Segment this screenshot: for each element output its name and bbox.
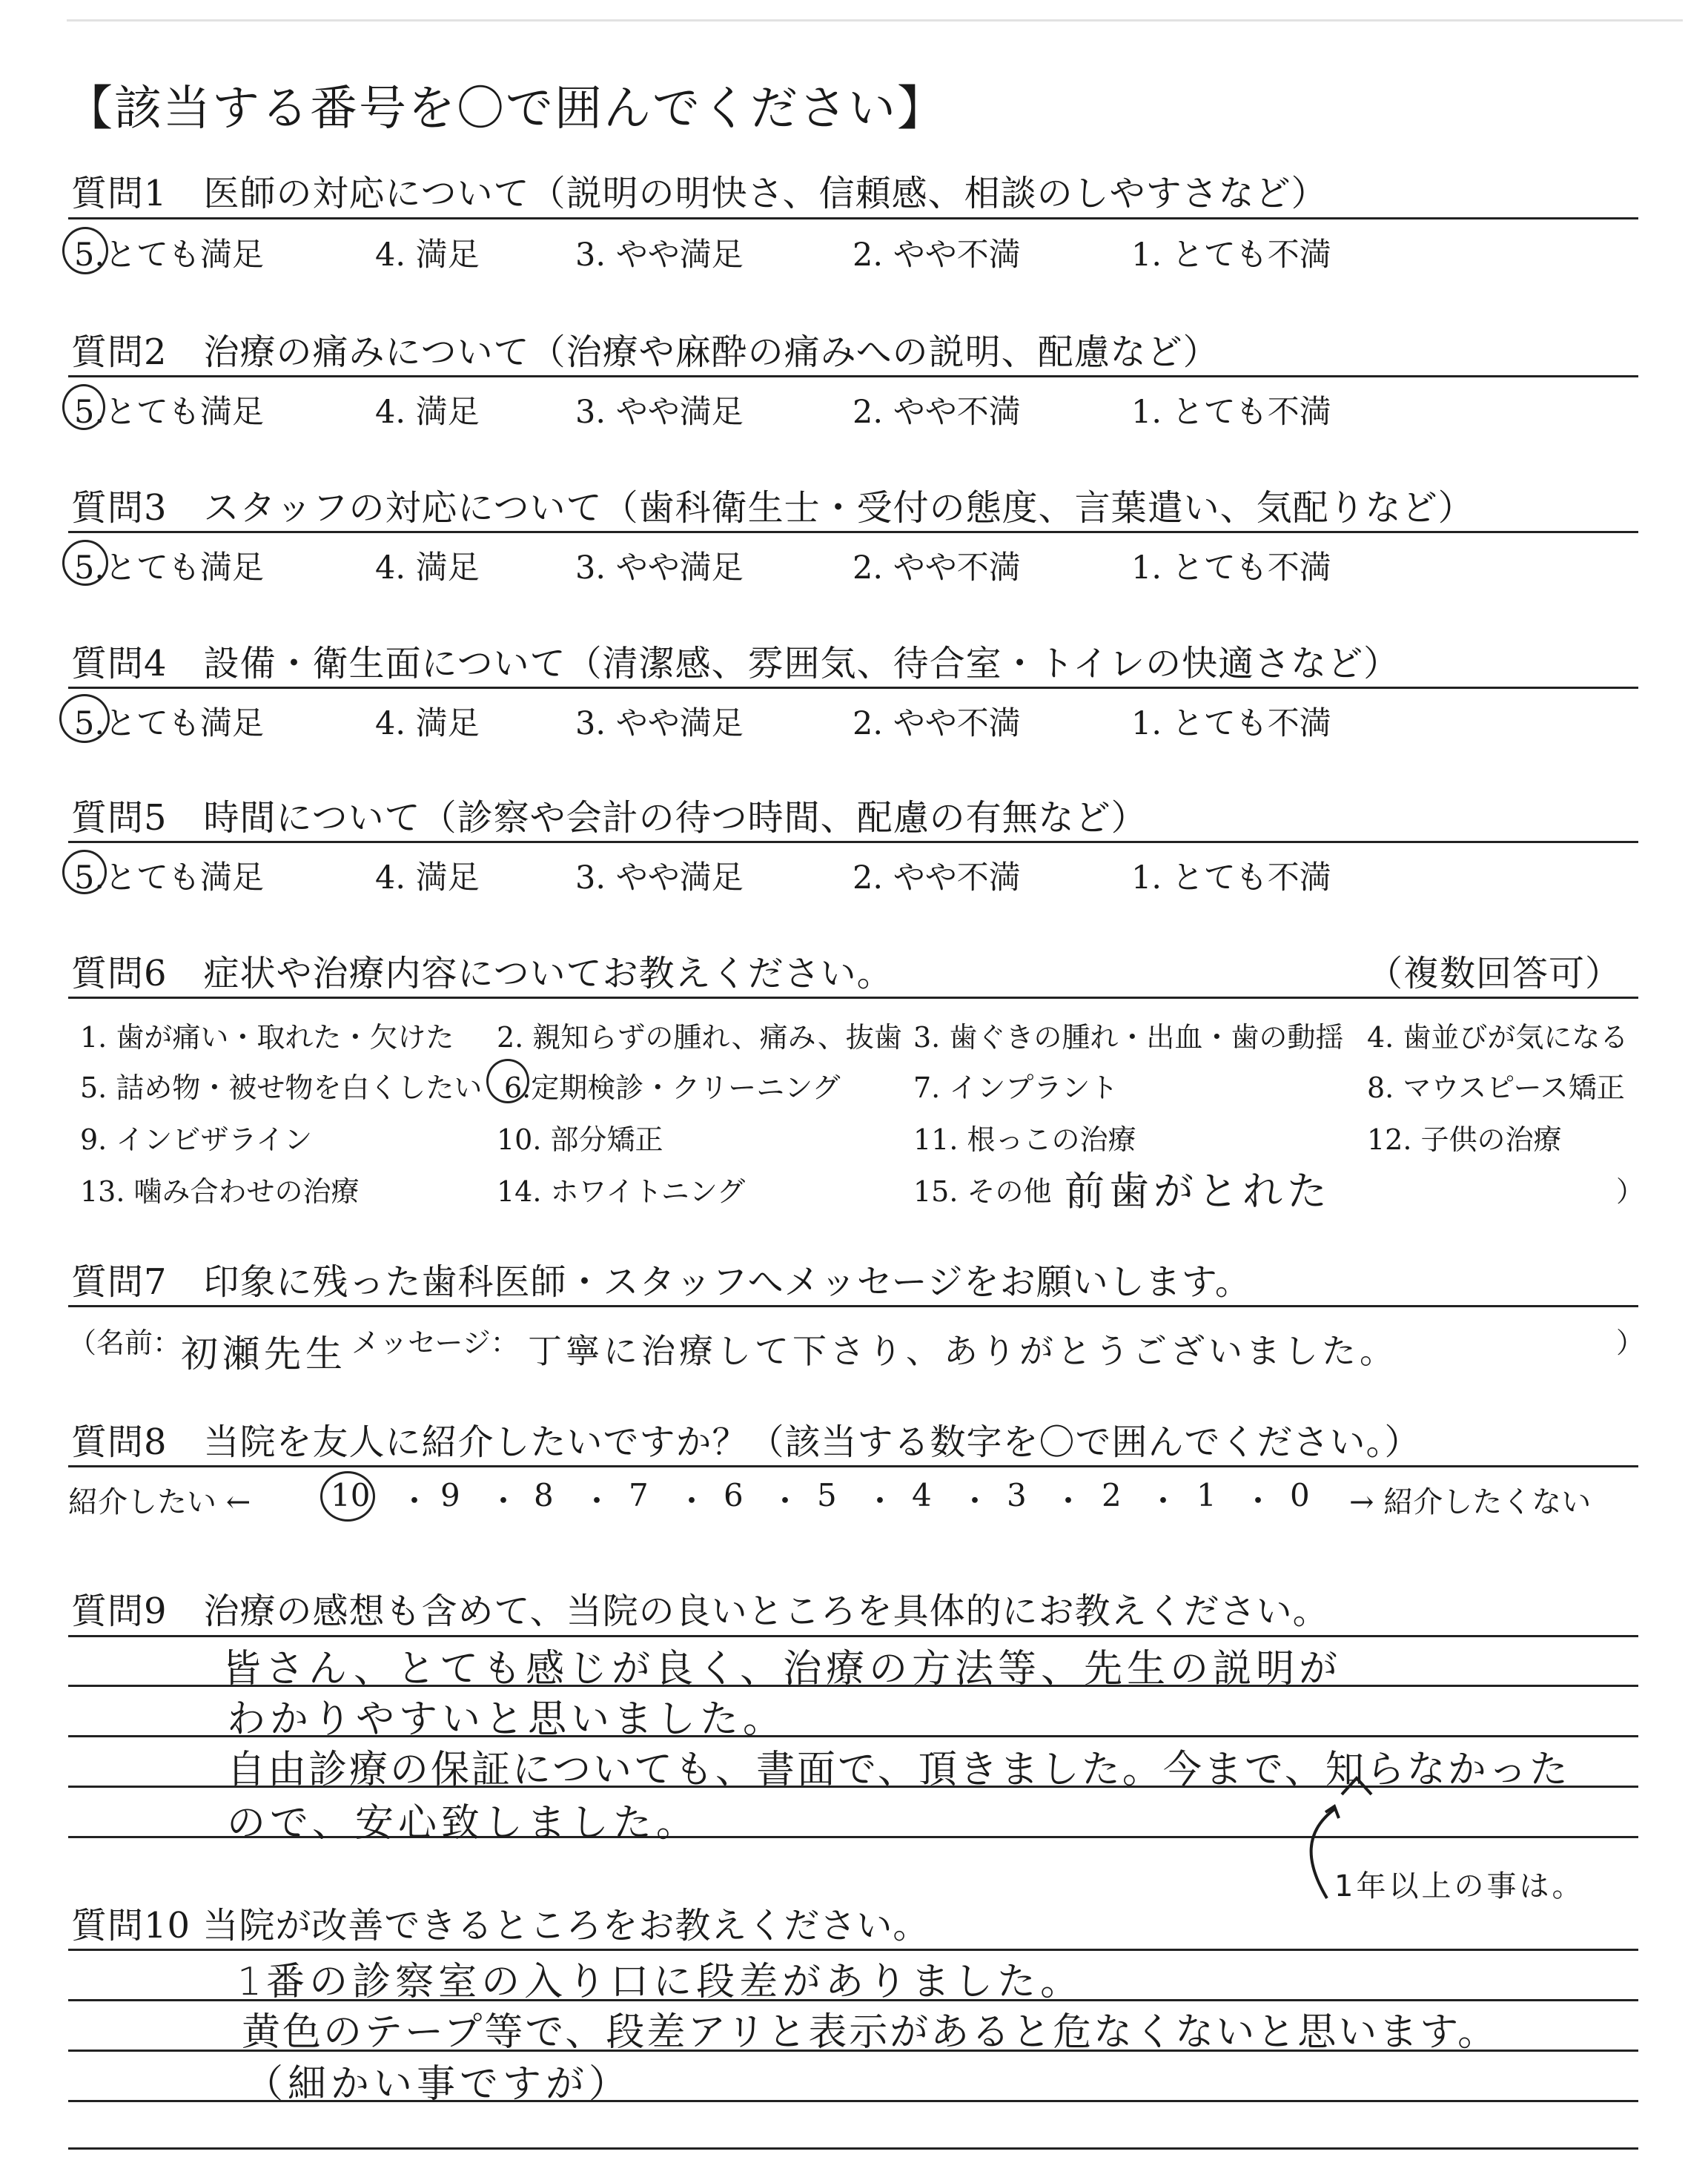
q8-dot: ・ — [1053, 1483, 1085, 1519]
q10-answer-line-3[interactable]: （細かい事ですが） — [245, 2062, 632, 2107]
q2-option-2[interactable]: 2. やや不満 — [853, 394, 1021, 431]
q8-left-label: 紹介したい ← — [68, 1485, 251, 1519]
q1-option-2[interactable]: 2. やや不満 — [853, 237, 1021, 274]
q8-dot: ・ — [1148, 1483, 1179, 1519]
q6-item-14[interactable]: 14. ホワイトニング — [497, 1175, 746, 1208]
q3-option-1[interactable]: 1. とても不満 — [1131, 549, 1331, 587]
q9-answer-line-3[interactable]: 自由診療の保証についても、書面で、頂きました。今まで、知らなかった — [227, 1748, 1570, 1792]
q7-message-value[interactable]: 丁寧に治療して下さり、ありがとうございました。 — [528, 1331, 1397, 1371]
q6-other-answer[interactable]: 前歯がとれた — [1065, 1168, 1331, 1215]
question-5-title: 質問5 時間について（診察や会計の待つ時間、配慮の有無など） — [71, 797, 1148, 839]
q8-scale-1[interactable]: 1 — [1196, 1477, 1217, 1513]
q4-option-3[interactable]: 3. やや満足 — [575, 705, 744, 742]
q8-dot: ・ — [676, 1483, 708, 1519]
q6-item-15[interactable]: 15. その他（ — [913, 1175, 1080, 1208]
q5-option-5[interactable]: 5.とても満足 — [74, 859, 265, 896]
q7-message-label: メッセージ： — [351, 1327, 519, 1359]
q6-item-12[interactable]: 12. 子供の治療 — [1367, 1123, 1562, 1156]
q5-option-3[interactable]: 3. やや満足 — [575, 859, 744, 896]
q6-item-3[interactable]: 3. 歯ぐきの腫れ・出血・歯の動揺 — [913, 1021, 1344, 1054]
q10-answer-line-2[interactable]: 黄色のテープ等で、段差アリと表示があると危なくないと思います。 — [242, 2010, 1499, 2055]
q8-scale-9[interactable]: 9 — [440, 1477, 460, 1513]
q9-answer-line-1[interactable]: 皆さん、とても感じが良く、治療の方法等、先生の説明が — [222, 1647, 1343, 1691]
question-2-title: 質問2 治療の痛みについて（治療や麻酔の痛みへの説明、配慮など） — [71, 331, 1219, 373]
q4-option-5[interactable]: 5.とても満足 — [74, 705, 265, 742]
q8-dot: ・ — [488, 1483, 520, 1519]
q7-name-label: （名前： — [68, 1327, 182, 1359]
q8-dot: ・ — [959, 1483, 991, 1519]
q8-dot: ・ — [581, 1483, 613, 1519]
question-6-title: 質問6 症状や治療内容についてお教えください。 — [71, 953, 893, 994]
q6-item-10[interactable]: 10. 部分矯正 — [497, 1123, 663, 1156]
q8-scale-8[interactable]: 8 — [534, 1477, 554, 1513]
q8-scale-0[interactable]: 0 — [1290, 1477, 1310, 1513]
q8-scale-6[interactable]: 6 — [724, 1477, 744, 1513]
q6-item-1[interactable]: 1. 歯が痛い・取れた・欠けた — [80, 1021, 454, 1054]
q10-answer-line-1[interactable]: 1番の診察室の入り口に段差がありました。 — [237, 1960, 1084, 2004]
q6-item-9[interactable]: 9. インビザライン — [80, 1123, 313, 1156]
q1-option-4[interactable]: 4. 満足 — [375, 237, 480, 274]
q1-option-3[interactable]: 3. やや満足 — [575, 237, 744, 274]
q2-option-5[interactable]: 5.とても満足 — [74, 394, 265, 431]
q6-item-8[interactable]: 8. マウスピース矯正 — [1367, 1071, 1625, 1104]
q9-insert-note: 1年以上の事は。 — [1334, 1869, 1585, 1903]
q2-option-1[interactable]: 1. とても不満 — [1131, 394, 1331, 431]
q4-option-2[interactable]: 2. やや不満 — [853, 705, 1021, 742]
q8-dot: ・ — [864, 1483, 896, 1519]
q6-item-6[interactable]: 6.定期検診・クリーニング — [504, 1071, 841, 1104]
q8-dot: ・ — [1242, 1483, 1274, 1519]
q2-option-3[interactable]: 3. やや満足 — [575, 394, 744, 431]
question-6-note: （複数回答可） — [1367, 953, 1622, 994]
q7-name-value[interactable]: 初瀬先生 — [181, 1332, 347, 1375]
q1-option-1[interactable]: 1. とても不満 — [1131, 237, 1331, 274]
q8-dot: ・ — [769, 1483, 801, 1519]
q8-scale-7[interactable]: 7 — [629, 1477, 649, 1513]
question-9-title: 質問9 治療の感想も含めて、当院の良いところを具体的にお教えください。 — [71, 1591, 1329, 1632]
instruction-heading: 【該当する番号を〇で囲んでください】 — [65, 82, 946, 136]
q3-option-3[interactable]: 3. やや満足 — [575, 549, 744, 587]
q6-item-4[interactable]: 4. 歯並びが気になる — [1367, 1021, 1629, 1054]
question-7-title: 質問7 印象に残った歯科医師・スタッフへメッセージをお願いします。 — [71, 1261, 1251, 1303]
q8-scale-4[interactable]: 4 — [912, 1477, 932, 1513]
question-8-title: 質問8 当院を友人に紹介したいですか？（該当する数字を〇で囲んでください。） — [71, 1421, 1421, 1463]
q2-option-4[interactable]: 4. 満足 — [375, 394, 480, 431]
q7-close: ） — [1616, 1327, 1645, 1359]
q3-option-5[interactable]: 5.とても満足 — [74, 549, 265, 587]
q8-dot: ・ — [399, 1483, 431, 1519]
q6-other-close: ） — [1616, 1175, 1645, 1208]
q4-option-4[interactable]: 4. 満足 — [375, 705, 480, 742]
q6-item-13[interactable]: 13. 噛み合わせの治療 — [80, 1175, 360, 1208]
q9-answer-line-2[interactable]: わかりやすいと思いました。 — [227, 1697, 787, 1742]
q6-item-2[interactable]: 2. 親知らずの腫れ、痛み、抜歯 — [497, 1021, 902, 1054]
question-10-title: 質問10 当院が改善できるところをお教えください。 — [71, 1905, 930, 1946]
q6-item-5[interactable]: 5. 詰め物・被せ物を白くしたい — [80, 1071, 483, 1104]
q3-option-4[interactable]: 4. 満足 — [375, 549, 480, 587]
q5-option-1[interactable]: 1. とても不満 — [1131, 859, 1331, 896]
q8-scale-5[interactable]: 5 — [817, 1477, 837, 1513]
question-3-title: 質問3 スタッフの対応について（歯科衛生士・受付の態度、言葉遣い、気配りなど） — [71, 487, 1474, 529]
q4-option-1[interactable]: 1. とても不満 — [1131, 705, 1331, 742]
q8-scale-3[interactable]: 3 — [1007, 1477, 1027, 1513]
q5-option-4[interactable]: 4. 満足 — [375, 859, 480, 896]
q8-scale-10[interactable]: 10 — [331, 1477, 371, 1513]
q6-item-7[interactable]: 7. インプラント — [913, 1071, 1119, 1104]
q5-option-2[interactable]: 2. やや不満 — [853, 859, 1021, 896]
q8-right-label: → 紹介したくない — [1349, 1485, 1592, 1519]
q8-scale-2[interactable]: 2 — [1102, 1477, 1122, 1513]
q10-rule-5 — [68, 2147, 1638, 2150]
question-4-title: 質問4 設備・衛生面について（清潔感、雰囲気、待合室・トイレの快適さなど） — [71, 643, 1400, 684]
question-1-title: 質問1 医師の対応について（説明の明快さ、信頼感、相談のしやすさなど） — [71, 173, 1328, 214]
q3-option-2[interactable]: 2. やや不満 — [853, 549, 1021, 587]
q6-item-11[interactable]: 11. 根っこの治療 — [913, 1123, 1136, 1156]
q1-option-5[interactable]: 5.とても満足 — [74, 237, 265, 274]
q9-answer-line-4[interactable]: ので、安心致しました。 — [227, 1801, 699, 1846]
